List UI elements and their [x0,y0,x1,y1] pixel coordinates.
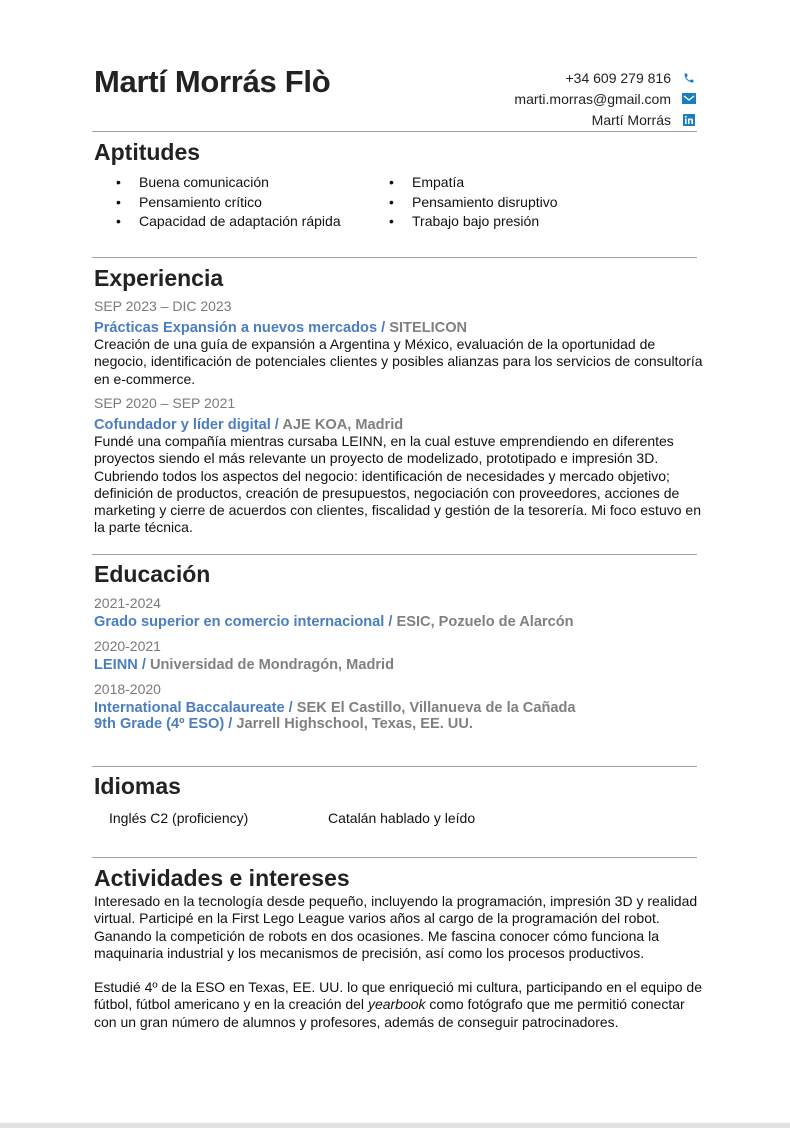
education-date: 2020-2021 [94,638,161,654]
email-icon [682,92,696,106]
education-item [94,681,709,732]
education-date: 2021-2024 [94,595,161,611]
role-title: Prácticas Expansión a nuevos mercados / [94,320,386,336]
experience-item [94,298,709,388]
experience-description: Creación de una guía de expansión a Argentina y México, evaluación de la oportunidad de negocio, identificación de potenciales clientes y posibles alianzas para los servicios de consultoría en e-commerce. [94,336,703,387]
school-name: Universidad de Mondragón, Madrid [145,657,395,673]
contact-phone [514,67,696,88]
education-date: 2018-2020 [94,681,161,697]
paragraph-text: como fotógrafo que me permitió conectar con un gran número de alumnos y profesores, además de conseguir patrocinadores. [94,996,685,1030]
degree-title: International Baccalaureate / [94,700,293,716]
languages-list [109,810,475,826]
education-degree [94,614,709,630]
activities-paragraph-2 [94,979,709,1031]
section-title-aptitudes: Aptitudes [94,139,201,165]
school-name: ESIC, Pozuelo de Alarcón [392,614,574,630]
school-name: SEK El Castillo, Villanueva de la Cañada [292,700,576,716]
section-title-idiomas: Idiomas [94,773,181,799]
divider [92,257,697,258]
experience-role [94,320,709,336]
education-degree [94,700,709,716]
resume-header [94,60,706,132]
degree-title: LEINN / [94,657,146,673]
section-title-educacion: Educación [94,561,211,587]
email-address[interactable]: marti.morras@gmail.com [514,90,671,107]
skill-item: • Empatía [367,173,558,193]
experience-date: SEP 2020 – SEP 2021 [94,395,236,411]
yearbook-emphasis: yearbook [367,996,426,1013]
section-title-experiencia: Experiencia [94,265,224,291]
divider [92,857,697,858]
language-item: Inglés C2 (proficiency) [109,810,249,826]
divider [92,766,697,767]
activities-content [94,893,709,1031]
skill-item: • Buena comunicación [94,173,367,193]
skill-item: • Trabajo bajo presión [367,212,558,232]
role-organization: AJE KOA, Madrid [278,417,404,433]
experience-description: Fundé una compañía mientras cursaba LEINN, en la cual estuve emprendiendo en diferentes proyectos siendo el más relevante un proyecto de modelizado, prototipado e impresión 3D. Cubriendo todos los aspectos del negocio: identificación de necesidades y mercado objetivo; definición de productos, creación de presupuestos, negociación con proveedores, acciones de marketing y cierre de acuerdos con clientes, fiscalidad y gestión de la tesorería. Mi foco estuvo en la parte técnica. [94,433,701,536]
skills-list [94,173,706,232]
phone-icon [682,71,696,85]
school-name: Jarrell Highschool, Texas, EE. UU. [232,716,473,732]
section-title-actividades: Actividades e intereses [94,865,350,891]
degree-title: 9th Grade (4º ESO) / [94,716,233,732]
education-degree [94,657,709,673]
language-item: Catalán hablado y leído [328,810,476,826]
contact-info [514,67,696,130]
paragraph-text: Estudié 4º de la ESO en Texas, EE. UU. lo que enriqueció mi cultura, participando en el equipo de fútbol, fútbol americano y en la creación del [94,979,702,1013]
contact-email [514,88,696,109]
linkedin-name[interactable]: Martí Morrás [591,111,671,128]
skill-item: • Capacidad de adaptación rápida [94,212,367,232]
linkedin-icon [682,113,696,127]
skills-column-1 [94,173,367,232]
experience-date: SEP 2023 – DIC 2023 [94,298,232,314]
experience-role [94,417,709,433]
education-degree [94,716,709,732]
divider [92,554,697,555]
role-title: Cofundador y líder digital / [94,417,279,433]
education-item [94,638,709,673]
education-item [94,595,709,630]
page-bottom-bar [0,1123,790,1128]
activities-paragraph-1: Interesado en la tecnología desde pequeño, incluyendo la programación, impresión 3D y realidad virtual. Participé en la First Lego League varios años al cargo de la programación del robot. Ganando la competición de robots en dos ocasiones. Me fascina conocer cómo funciona la maquinaria industrial y los mecanismos de precisión, así como los procesos productivos. [94,893,698,961]
divider [92,131,697,132]
skill-item: • Pensamiento disruptivo [367,193,558,213]
candidate-name: Martí Morrás Flò [94,64,331,99]
degree-title: Grado superior en comercio internacional / [94,614,393,630]
phone-number[interactable]: +34 609 279 816 [565,69,671,86]
role-organization: SITELICON [385,320,468,336]
experience-item [94,395,709,537]
skills-column-2 [367,173,558,232]
contact-linkedin [514,109,696,130]
skill-item: • Pensamiento crítico [94,193,367,213]
